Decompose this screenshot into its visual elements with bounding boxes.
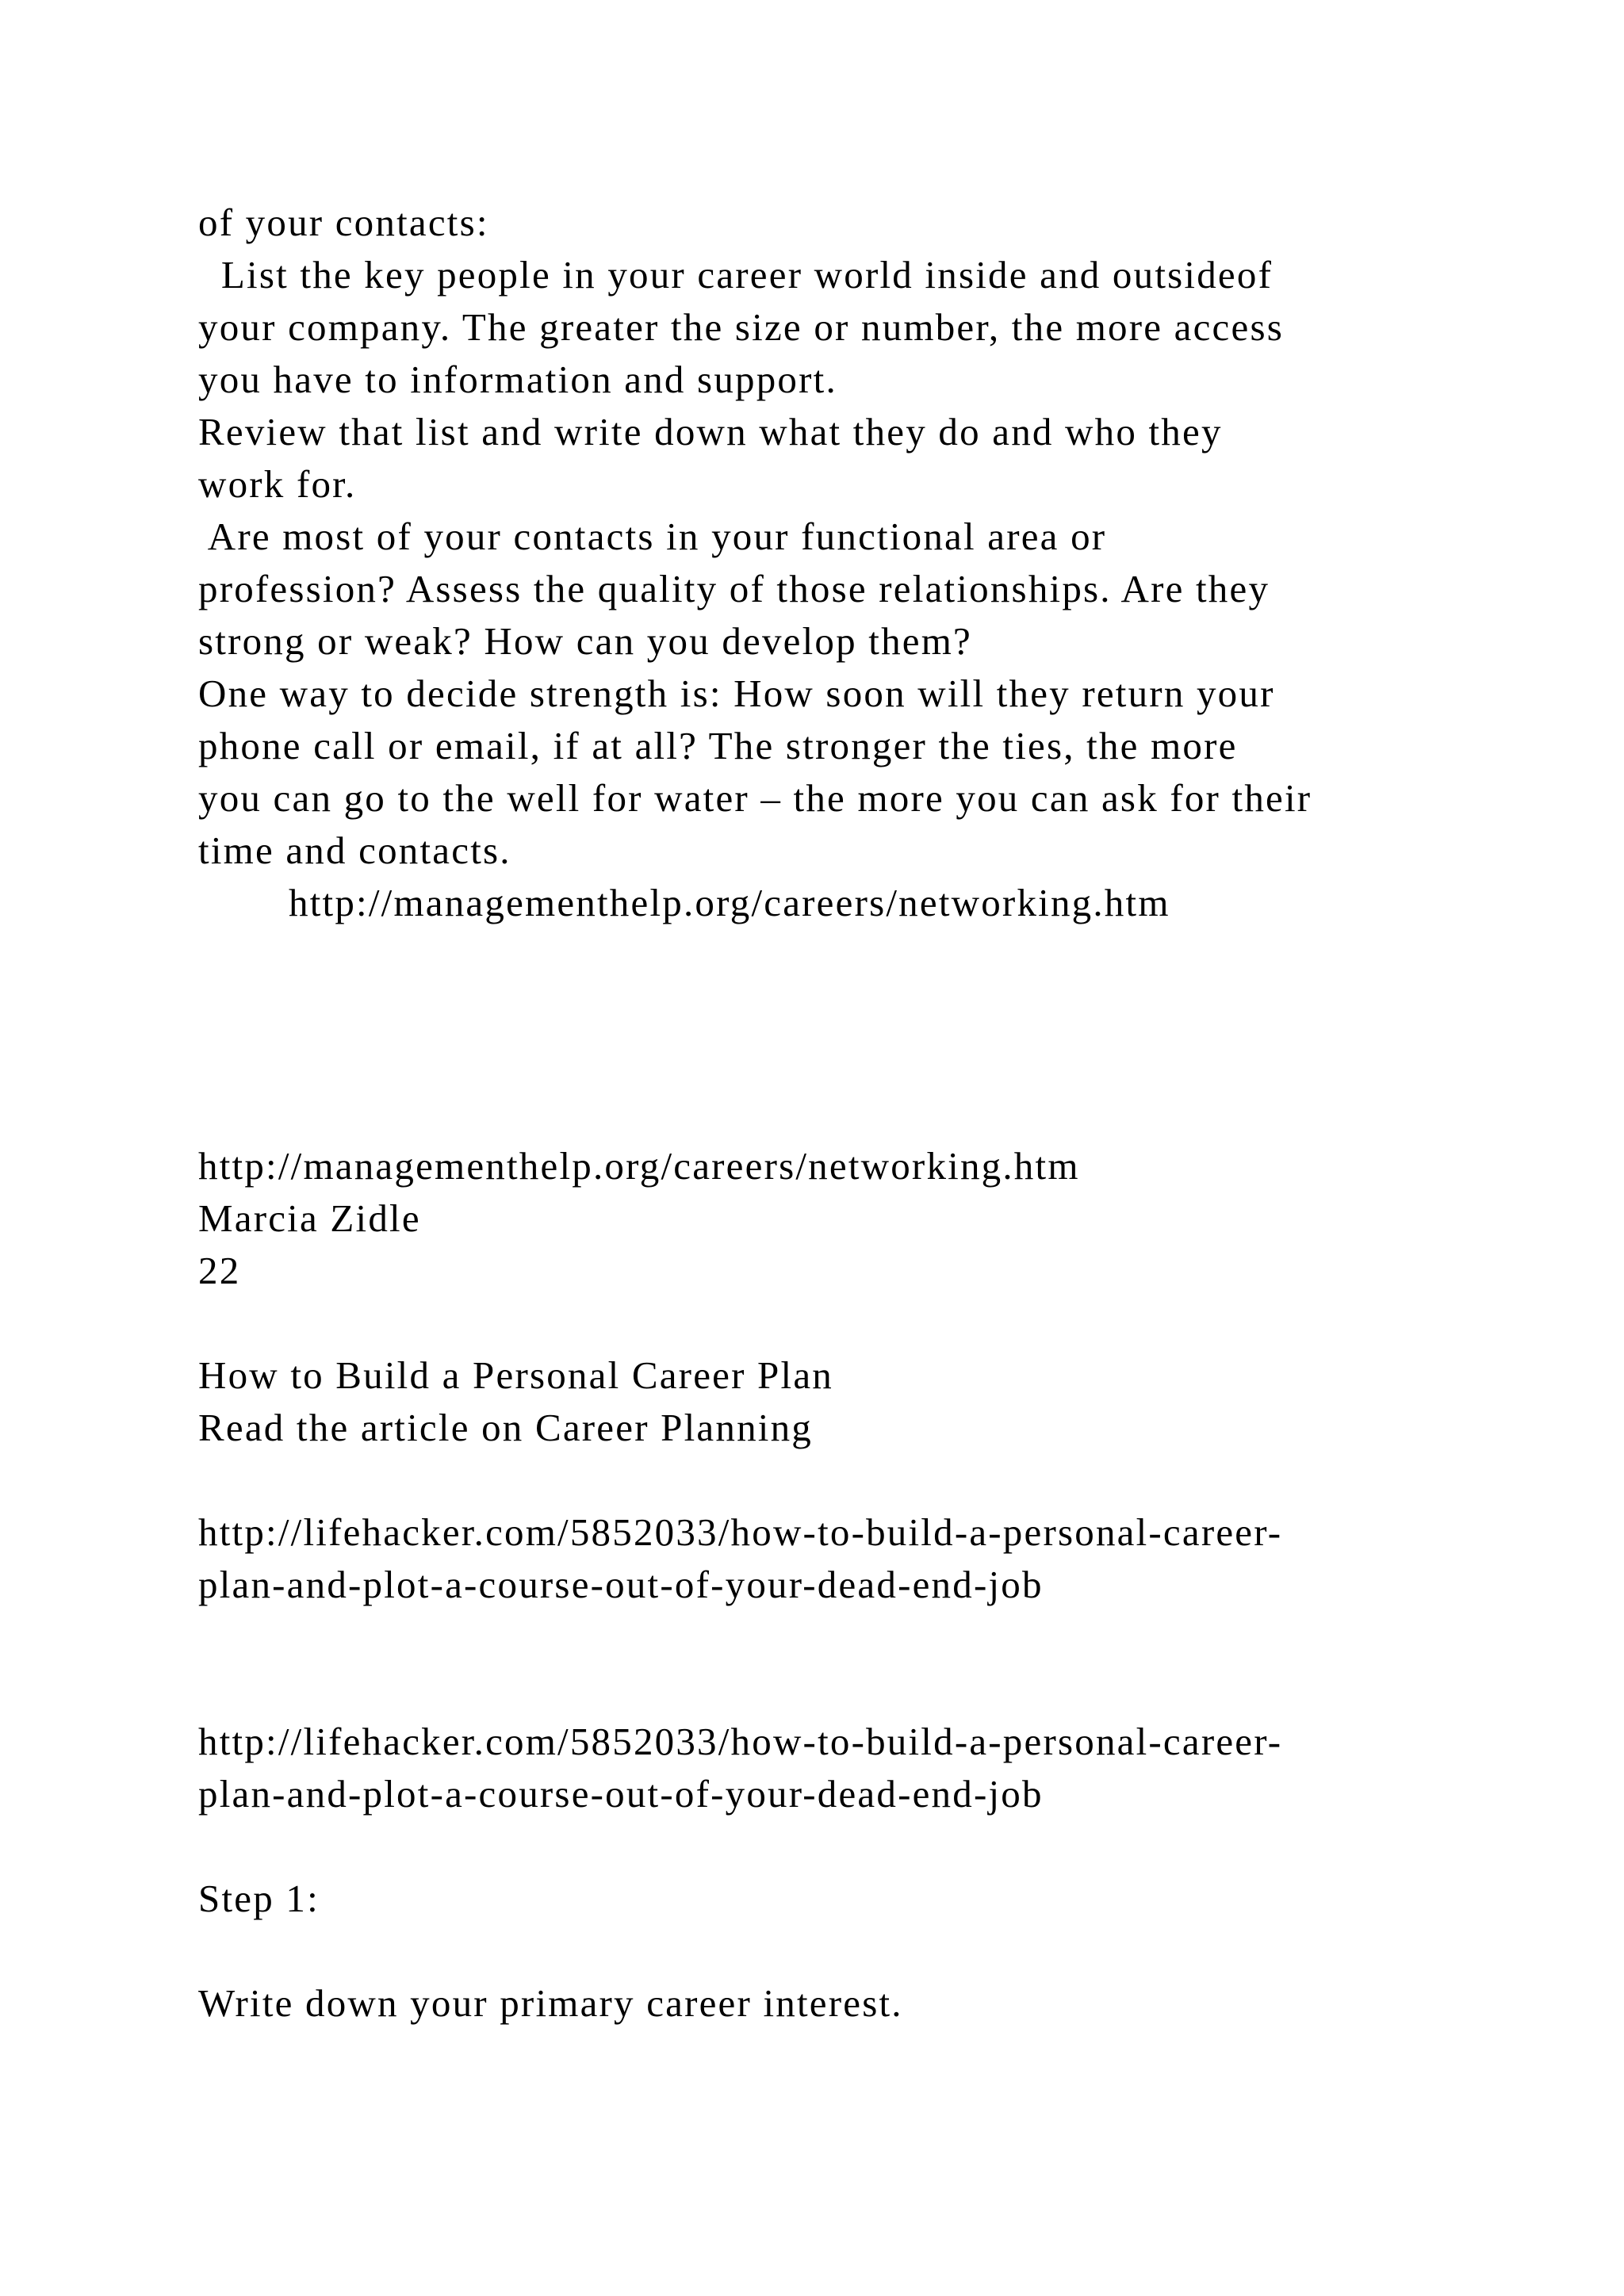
text-line: you have to information and support.	[198, 358, 837, 401]
article-link-line[interactable]: plan-and-plot-a-course-out-of-your-dead-end-job	[198, 1772, 1044, 1816]
text-line: Review that list and write down what they do and who they	[198, 410, 1223, 453]
text-line: One way to decide strength is: How soon will they return your	[198, 672, 1275, 715]
text-line: time and contacts.	[198, 828, 511, 872]
text-line: profession? Assess the quality of those relationships. Are they	[198, 567, 1270, 610]
page-number: 22	[198, 1249, 241, 1292]
text-line: of your contacts:	[198, 201, 489, 244]
step-text: Write down your primary career interest.	[198, 1981, 903, 2025]
text-line: strong or weak? How can you develop them?	[198, 619, 973, 663]
text-line: phone call or email, if at all? The stronger the ties, the more	[198, 724, 1238, 767]
author-name: Marcia Zidle	[198, 1196, 421, 1240]
footer-url[interactable]: http://managementhelp.org/careers/networking.htm	[198, 1144, 1080, 1188]
article-link-line[interactable]: http://lifehacker.com/5852033/how-to-build-a-personal-career-	[198, 1720, 1283, 1763]
step-label: Step 1:	[198, 1877, 320, 1920]
article-link-line[interactable]: plan-and-plot-a-course-out-of-your-dead-end-job	[198, 1563, 1044, 1606]
section-title: How to Build a Personal Career Plan	[198, 1353, 833, 1397]
text-line: Are most of your contacts in your functional area or	[198, 515, 1107, 558]
instruction-text: Read the article on Career Planning	[198, 1406, 813, 1449]
text-line: List the key people in your career world inside and outsideof	[198, 253, 1274, 297]
source-url[interactable]: http://managementhelp.org/careers/networking.htm	[289, 881, 1170, 924]
text-line: you can go to the well for water – the more you can ask for their	[198, 776, 1312, 820]
article-link-line[interactable]: http://lifehacker.com/5852033/how-to-build-a-personal-career-	[198, 1510, 1283, 1554]
text-line: your company. The greater the size or number, the more access	[198, 305, 1284, 349]
text-line: work for.	[198, 462, 357, 506]
